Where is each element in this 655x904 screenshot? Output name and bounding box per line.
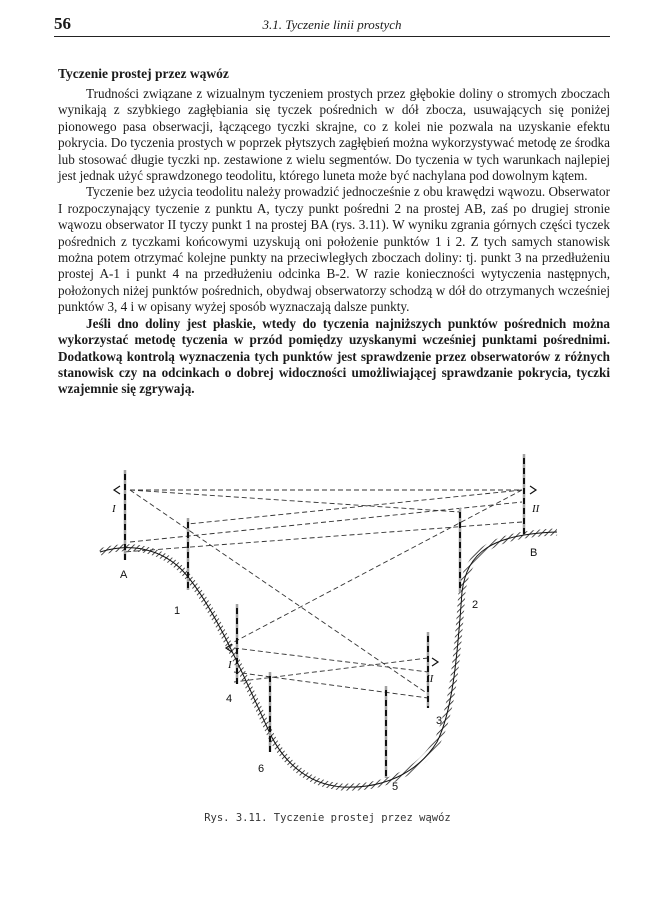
sight-line-a-3 — [130, 490, 428, 694]
label-observer-i-low: I — [228, 659, 232, 671]
observer-markers — [114, 486, 536, 666]
ravine-surface — [100, 532, 557, 787]
paragraph-2: Tyczenie bez użycia teodolitu należy prowadzić jednocześnie z obu krawędzi wąwozu. Obserwator I rozpoczynający tyczenie z punktu A, tyczy punkt pośredni 2 na prostej AB, zaś po drugiej stronie wąwozu obserwator II tyczy punkt 1 na prostej BA (rys. 3.11). W wyniku zgrania górnych części tyczek pośrednich z tyczkami końcowymi uzyskują oni położenie punktów 1 i 2. Z tych samych stanowisk można potem otrzymać kolejne punkty na przeciwległych zboczach doliny: tj. punkt 3 na przedłużeniu prostej A-1 i punkt 4 na przedłużeniu odcinka B-2. W razie konieczności wytyczenia następnych, położonych niżej punktów pośrednich, obydwaj obserwatorzy schodzą w dół do otrzymanych wcześniej punktów 3, 4 i w opisany wyżej sposób wyznaczają dalsze punkty. — [58, 184, 610, 315]
observer-i-top-eye — [114, 486, 120, 494]
page-number: 56 — [54, 14, 71, 33]
label-point-2: 2 — [472, 599, 479, 611]
label-observer-ii-low: II — [426, 673, 434, 685]
ravine-figure — [92, 462, 562, 802]
paragraph-1: Trudności związane z wizualnym tyczeniem prostych przez głębokie doliny o stromych zboczach wynikają z szybkiego zagłębiania się tyczek pośrednich w dół zbocza, usuwających się poniżej pionowego pasa obserwacji, łączącego tyczki skrajne, co z kolei nie pozwala na uzyskanie efektu pokrycia. Do tyczenia prostych w poprzek płytszych zagłębień można wykorzystywać metodę ze środka lub stosować długie tyczki np. zestawione z wielu segmentów. Do tyczenia w tych warunkach najlepiej jest jednak użyć sprawdzonego teodolitu, którego luneta może być nachylana pod dowolnym kątem. — [58, 86, 610, 184]
observer-ii-top-eye — [530, 486, 536, 494]
sight-line-4-3 — [234, 648, 428, 672]
label-point-a: A — [120, 569, 128, 581]
page-header — [54, 14, 610, 37]
running-title: 3.1. Tyczenie linii prostych — [262, 17, 402, 32]
label-point-3: 3 — [436, 715, 443, 727]
observer-ii-low-eye — [432, 658, 438, 666]
sight-line-low — [234, 672, 428, 698]
paragraph-3: Jeśli dno doliny jest płaskie, wtedy do tyczenia najniższych punktów pośrednich można wykorzystać metodę tyczenia w przód pomiędzy uzyskanymi wcześniej punktami pośrednimi. Dodatkową kontrolą wyznaczenia tych punktów jest sprawdzenie przez obserwatorów z różnych stanowisk czy na odcinkach o dobrej widoczności umożliwiającej sprawdzanie pokrycia, tyczki wzajemnie się zgrywają. — [58, 315, 610, 397]
label-point-b: B — [530, 547, 538, 559]
ravine-diagram — [92, 462, 562, 802]
section-heading: Tyczenie prostej przez wąwóz — [58, 66, 229, 81]
label-observer-ii-top: II — [532, 503, 540, 515]
body-text — [58, 86, 610, 398]
sight-line-b-4 — [234, 490, 522, 642]
label-point-1: 1 — [174, 605, 181, 617]
label-point-4: 4 — [226, 693, 233, 705]
label-point-6: 6 — [258, 763, 265, 775]
sight-line-3-4 — [234, 658, 428, 682]
label-observer-i-top: I — [112, 503, 116, 515]
figure-caption: Rys. 3.11. Tyczenie prostej przez wąwóz — [204, 812, 451, 824]
ravine-profile — [100, 532, 557, 787]
label-point-5: 5 — [392, 781, 399, 793]
